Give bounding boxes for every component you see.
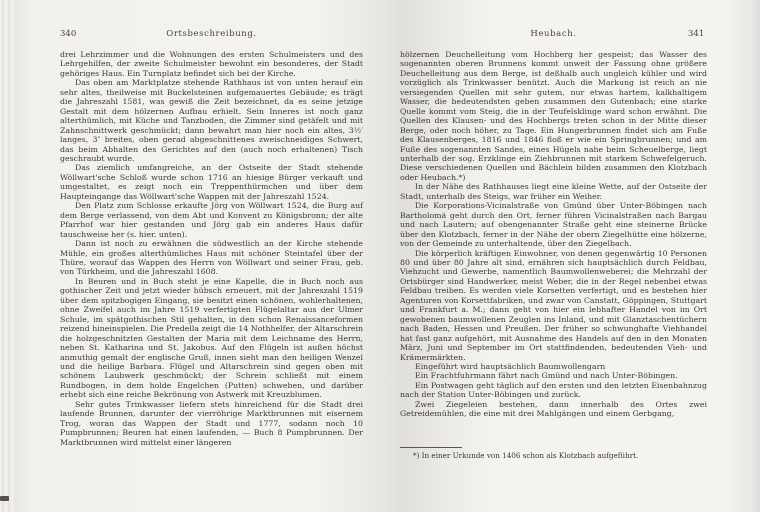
paragraph: Ein Postwagen geht täglich auf den ersten und den letzten Eisenbahnzug nach der Station Unter-Böbingen und zurück. [400,380,707,400]
paragraph: Dann ist noch zu erwähnen die südwestlich an der Kirche stehende Mühle, ein großes alterthümliches Haus mit schöner Steintafel über der Thüre, worauf das Wappen des Herrn von Wöllwart und seiner Frau, geb. von Türkheim, und die Jahreszahl 1608. [60,239,363,277]
scan-edge-right [748,0,760,512]
left-page-number: 340 [60,29,77,39]
paragraph: Das oben am Marktplatze stehende Rathhaus ist von unten herauf ein sehr altes, theilweise mit Buckelsteinen aufgemauertes Gebäude; es trägt die Jahreszahl 1581, was gewiß die Zeit bezeichnet, da es seine jetzige Gestalt mit dem hölzernen Aufbau erhielt. Sein Inneres ist noch ganz alterthümlich, mit Küche und Tanzboden, die Zimmer sind getäfelt und mit Zahnschnittwerk geschmückt; dann bewahrt man hier noch ein altes, 3½′ langes, 3″ breites, oben gerad abgeschnittenes zweischneidiges Schwert, das beim Abhalten des Gerichtes auf den (auch noch erhaltenen) Tisch geschraubt wurde. [60,78,363,163]
left-running-header: Ortsbeschreibung. [166,29,257,39]
right-page-text-column [400,50,707,419]
right-running-header: Heubach. [530,29,577,39]
paragraph: Ein Frachtfuhrmann fährt nach Gmünd und nach Unter-Böbingen. [415,371,678,381]
paragraph: Die Korporations-Vicinalstraße von Gmünd über Unter-Böbingen nach Bartholomä geht durch den Ort, ferner führen Vicinalstraßen nach Bargau und nach Lautern; auf obengenannter Straße geht eine steinerne Brücke über den Klotzbach, ferner in der Nähe der obern Ziegelhütte eine hölzerne, von der Gemeinde zu unterhaltende, über den Ziegelbach. [400,201,707,249]
right-page-number: 341 [688,29,705,39]
paragraph: Eingeführt wird hauptsächlich Baumwollengarn [415,361,606,371]
paragraph: Den Platz zum Schlosse erkaufte Jörg von Wöllwart 1524, die Burg auf dem Berge verlassend, von dem Abt und Konvent zu Königsbronn; der alte Pfarrhof war hier gestanden und Jörg gab ein anderes Haus dafür tauschweise her (s. hier. unten). [60,201,363,239]
scan-edge-left [0,0,14,512]
paragraph: In der Nähe des Rathhauses liegt eine kleine Wette, auf der Ostseite der Stadt, unterhalb des Steigs, war früher ein Weiher. [400,182,707,201]
scan-ink-mark [0,496,9,501]
left-page-text-column [60,50,363,447]
paragraph: Das ziemlich umfangreiche, an der Ostseite der Stadt stehende Wöllwart'sche Schloß wurde schon 1716 an hiesige Bürger verkauft und umgestaltet, es zeigt noch ein Treppenthürmchen und über dem Haupteingange das Wöllwart'sche Wappen mit der Jahreszahl 1524. [60,163,363,201]
paragraph: Die körperlich kräftigen Einwohner, von denen gegenwärtig 10 Personen 80 und über 80 Jahre alt sind, ernähren sich hauptsächlich durch Feldbau, Viehzucht und Gewerbe, namentlich Baumwollenweberei; die Mehrzahl der Ortsbürger sind Handwerker, meist Weber, die in der Regel nebenbei etwas Feldbau treiben. Es werden viele Korsetten verfertigt, und es bestehen hier Agenturen von Korsettfabriken, und zwar von Canstatt, Göppingen, Stuttgart und Frankfurt a. M.; dann geht von hier ein lebhafter Handel von im Ort gewobenen baumwollenen Zeuglen ins Inland, und mit Glanztaschentüchern nach Baden, Hessen und Preußen. Der früher so schwunghafte Viehhandel hat fast ganz aufgehört, mit Ausnahme des Handels auf den in den Monaten März, Juni und September im Ort stattfindenden, bedeutenden Vieh- und Krämermärkten. [400,248,707,362]
paragraph: Zwei Ziegeleien bestehen, dann innerhalb des Ortes zwei Getreidemühlen, die eine mit drei Mahlgängen und einem Gerbgang, [400,399,707,419]
footnote-text: *) In einer Urkunde von 1406 schon als Klotzbach aufgeführt. [413,451,639,460]
paragraph: drei Lehrzimmer und die Wohnungen des ersten Schulmeisters und des Lehrgehilfen, der zweite Schulmeister bewohnt ein besonderes, der Stadt gehöriges Haus. Ein Turnplatz befindet sich bei der Kirche. [60,50,363,78]
paragraph: Sehr gutes Trinkwasser liefern stets hinreichend für die Stadt drei laufende Brunnen, darunter der vierröhrige Marktbrunnen mit eisernem Trog, woran das Wappen der Stadt und 1777, sodann noch 10 Pumpbrunnen; Beuren hat einen laufenden, — Buch 8 Pumpbrunnen. Der Marktbrunnen wird mittelst einer längeren [60,399,363,447]
paragraph: hölzernen Deuchelleitung vom Hochberg her gespeist; das Wasser des sogenannten oberen Brunnens kommt unweit der Fassung ohne größere Deuchelleitung aus dem Berge, ist deßhalb auch ungleich kühler und wird vorzüglich als Trinkwasser benützt. Auch die Markung ist reich an nie versiegenden Quellen mit sehr gutem, nur etwas hartem, kalkhaltigem Wasser, die bedeutendsten geben zusammen den Gutenbach; eine starke Quelle kommt vom Steig, die in der Teufelsklinge ward schon erwähnt. Die Quellen des Klausen- und des Hochbergs treten schon in der Mitte dieser Berge, oder noch höher, zu Tage. Ein Hungerbrunnen findet sich am Fuße des Klausenberges, 1816 und 1846 floß er wie ein Springbrunnen; und am Fuße des sogenannten Sandes, eines Hügels nahe beim Scheuelberge, liegt unterhalb der sog. Erzklinge ein Ziehbrunnen mit starkem Schwefelgeruch. Diese verschiedenen Quellen und Bächlein bilden zusammen den Klotzbach oder Heubach.*) [400,50,707,182]
paragraph: In Beuren und in Buch steht je eine Kapelle, die in Buch noch aus gothischer Zeit und jetzt wieder hübsch erneuert, mit der Jahreszahl 1519 über dem spitzbogigen Eingang, sie besitzt einen schönen, wohlerhaltenen, ohne Zweifel auch im Jahre 1519 verfertigten Flügelaltar aus der Ulmer Schule, im spätgothischen Stil gehalten, in den schon Renaissanceformen reizend hineinspielen. Die Predella zeigt die 14 Nothhelfer, der Altarschrein die holzgeschnitzten Gestalten der Maria mit dem Leichname des Herrn, neben St. Katharina und St. Jakobus. Auf den Flügeln ist außen höchst anmuthig gemalt der englische Gruß, innen sieht man den heiligen Wenzel und die heilige Barbara. Flügel und Altarschrein sind gegen oben mit schönem Laubwerk geschmückt; der Schrein schließt mit einem Rundbogen, in dem holde Engelchen (Putten) schweben, und darüber erhebt sich eine reiche Bekrönung von Astwerk mit Kreuzblumen. [60,276,363,400]
